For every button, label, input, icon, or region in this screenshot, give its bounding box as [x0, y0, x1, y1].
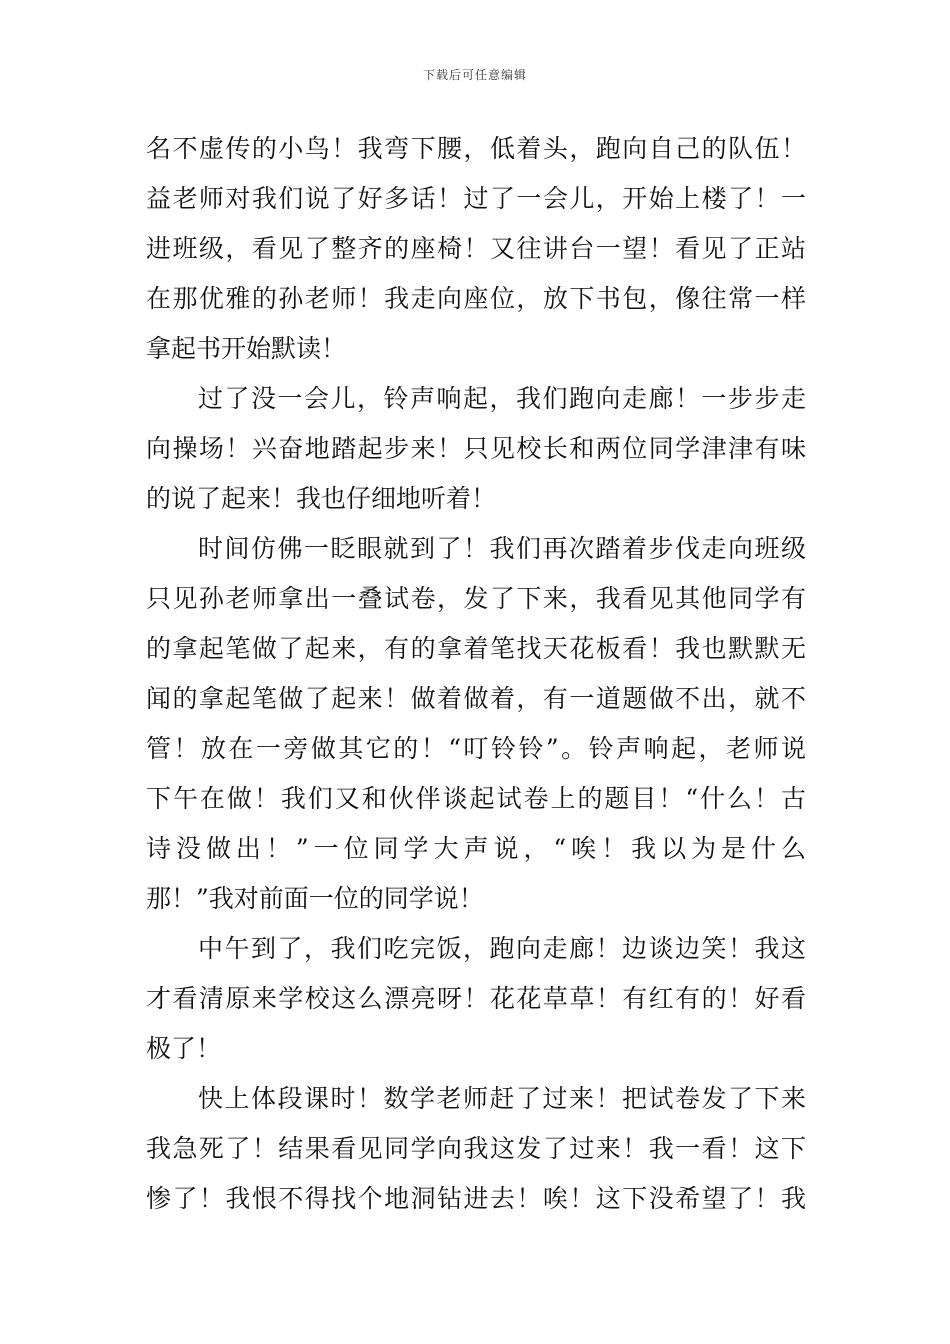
text-line: 管！放在一旁做其它的！“叮铃铃”。铃声响起，老师说 — [146, 734, 806, 763]
text-line: 向操场！兴奋地踏起步来！只见校长和两位同学津津有味 — [146, 434, 806, 463]
text-line: 益老师对我们说了好多话！过了一会儿，开始上楼了！一 — [146, 184, 806, 213]
text-line: 进班级，看见了整齐的座椅！又往讲台一望！看见了正站 — [146, 234, 806, 263]
text-line: 拿起书开始默读！ — [146, 334, 347, 363]
text-line: 才看清原来学校这么漂亮呀！花花草草！有红有的！好看 — [146, 984, 806, 1013]
text-line: 下午在做！我们又和伙伴谈起试卷上的题目！“什么！古 — [146, 784, 806, 813]
text-line: 的说了起来！我也仔细地听着！ — [146, 484, 497, 513]
body-text — [146, 124, 806, 1224]
text-line: 过了没一会儿，铃声响起，我们跑向走廊！一步步走 — [198, 384, 806, 413]
text-line: 极了！ — [146, 1034, 222, 1063]
text-line: 诗没做出！”一位同学大声说，“唉！我以为是什么 — [146, 834, 806, 863]
page-header: 下载后可任意编辑 — [422, 68, 527, 82]
text-line: 快上体段课时！数学老师赶了过来！把试卷发了下来 — [198, 1084, 806, 1113]
text-line: 只见孙老师拿出一叠试卷，发了下来，我看见其他同学有 — [146, 584, 806, 613]
text-line: 时间仿佛一眨眼就到了！我们再次踏着步伐走向班级 — [198, 534, 806, 563]
text-line: 的拿起笔做了起来，有的拿着笔找天花板看！我也默默无 — [146, 634, 806, 663]
text-line: 闻的拿起笔做了起来！做着做着，有一道题做不出，就不 — [146, 684, 806, 713]
text-line: 名不虚传的小鸟！我弯下腰，低着头，跑向自己的队伍！ — [146, 134, 806, 163]
text-line: 惨了！我恨不得找个地洞钻进去！唉！这下没希望了！我 — [146, 1184, 806, 1213]
text-line: 那！”我对前面一位的同学说！ — [146, 884, 484, 913]
text-line: 我急死了！结果看见同学向我这发了过来！我一看！这下 — [146, 1134, 806, 1163]
text-line: 在那优雅的孙老师！我走向座位，放下书包，像往常一样 — [146, 284, 806, 313]
text-line: 中午到了，我们吃完饭，跑向走廊！边谈边笑！我这 — [198, 934, 806, 963]
